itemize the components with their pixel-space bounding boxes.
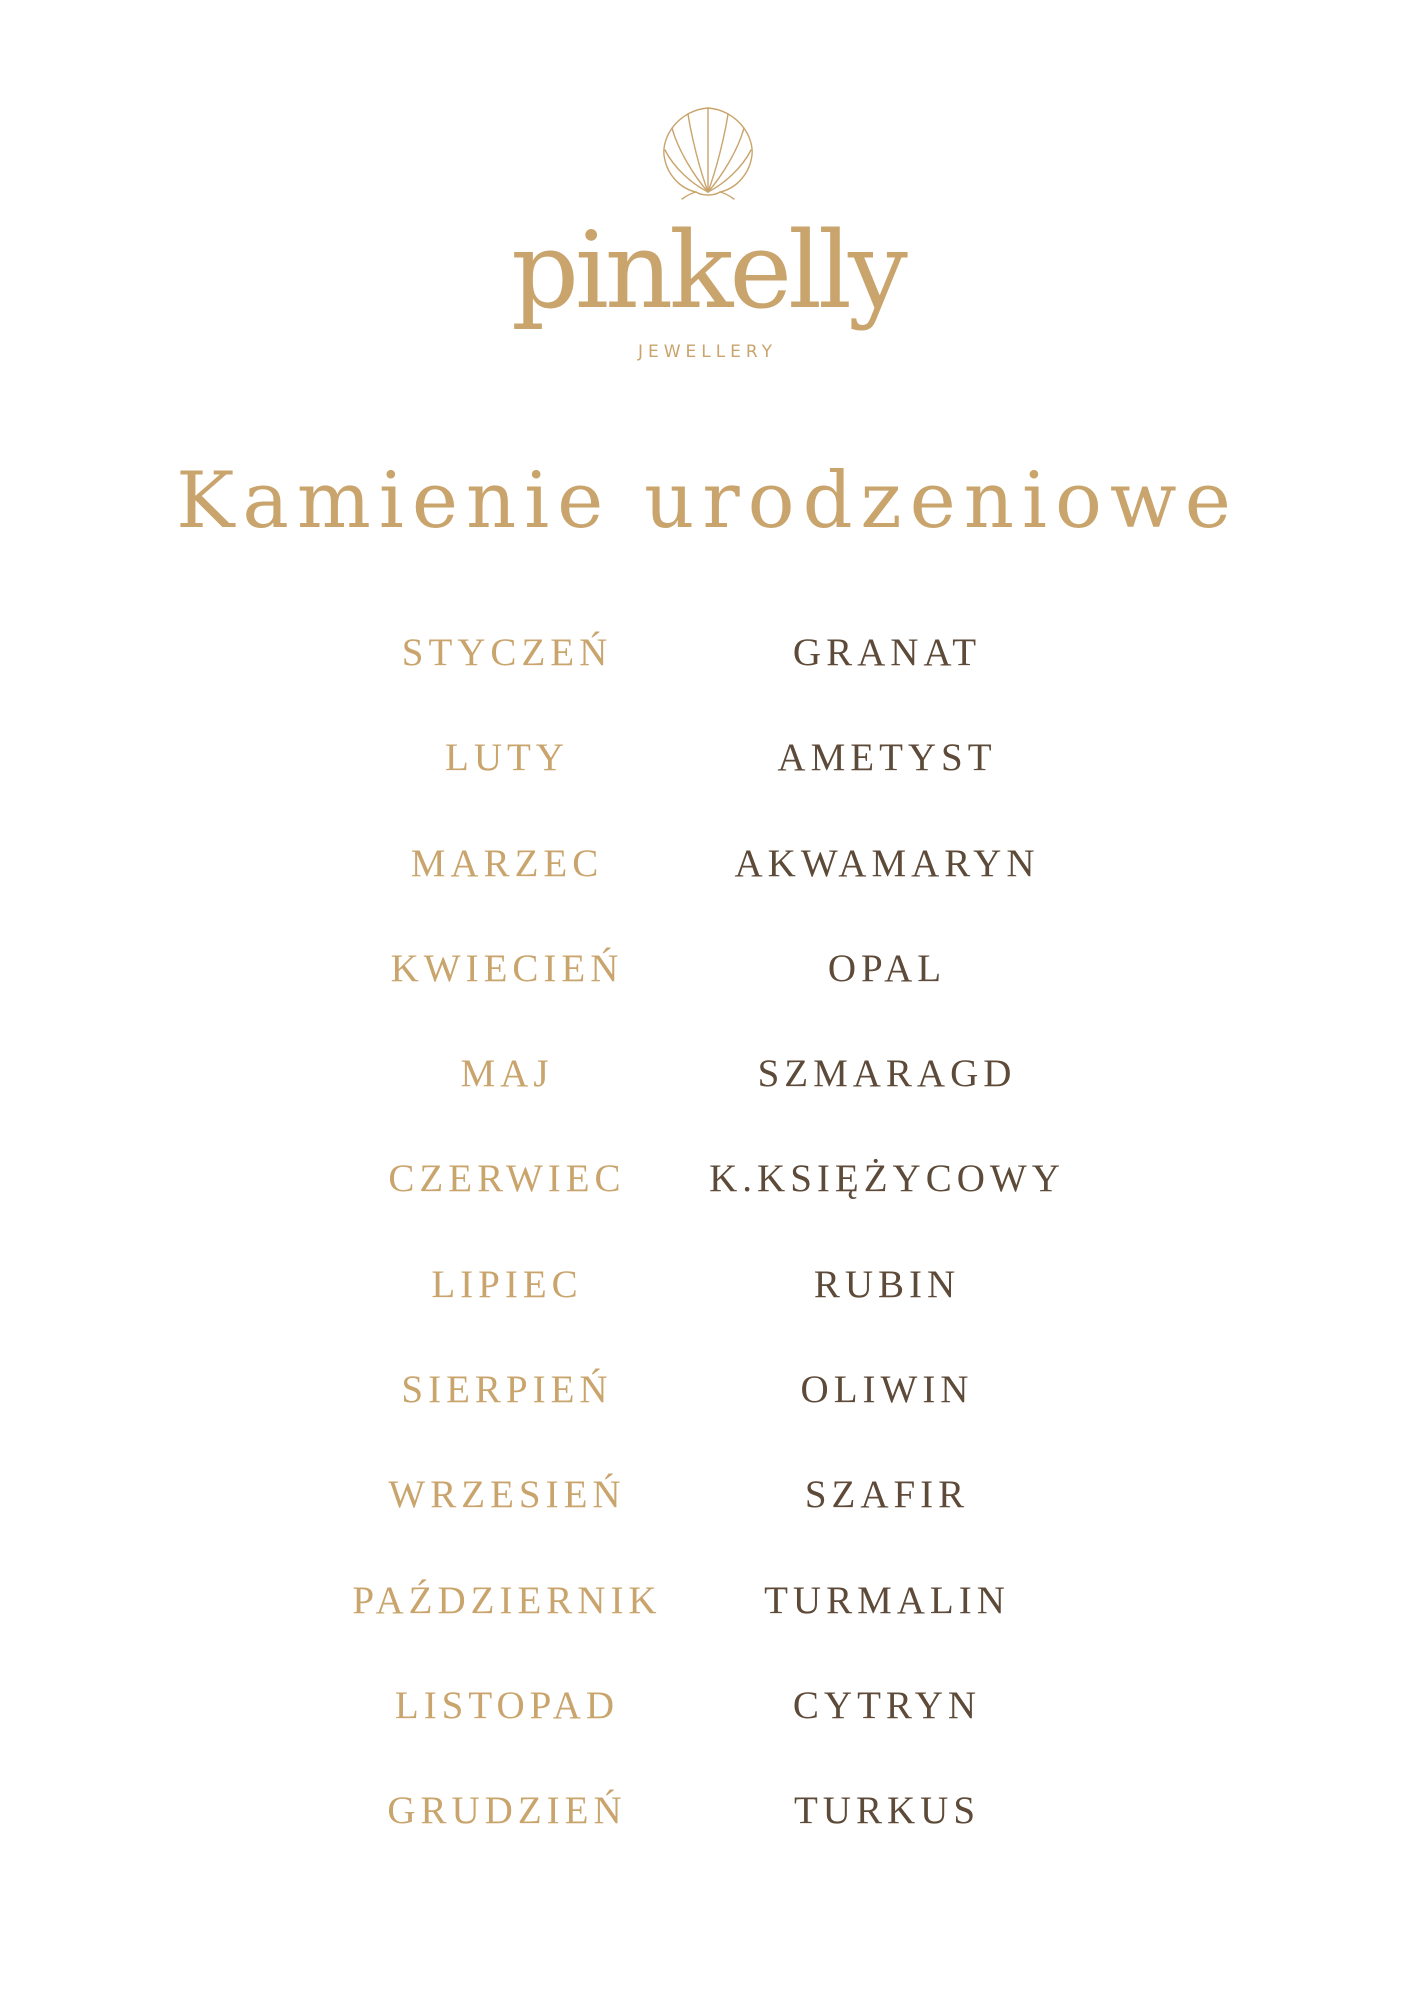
table-row bbox=[0, 1247, 1415, 1352]
stone-label: OPAL bbox=[827, 946, 947, 990]
month-label: LISTOPAD bbox=[394, 1683, 620, 1727]
stone-label: SZAFIR bbox=[804, 1473, 970, 1517]
birthstone-table bbox=[0, 615, 1415, 1879]
table-row bbox=[0, 615, 1415, 720]
month-label: SIERPIEŃ bbox=[401, 1368, 613, 1412]
month-label: PAŹDZIERNIK bbox=[352, 1578, 662, 1622]
table-row bbox=[0, 1036, 1415, 1141]
table-row bbox=[0, 1773, 1415, 1878]
page-title: Kamienie urodzeniowe bbox=[176, 456, 1239, 546]
stone-label: TURMALIN bbox=[764, 1578, 1010, 1622]
stone-label: RUBIN bbox=[813, 1262, 961, 1306]
stone-label: GRANAT bbox=[792, 631, 982, 674]
stone-label: TURKUS bbox=[793, 1789, 981, 1833]
table-row bbox=[0, 1352, 1415, 1457]
table-row bbox=[0, 1668, 1415, 1773]
month-label: LIPIEC bbox=[431, 1262, 583, 1306]
brand-logo bbox=[0, 100, 1415, 362]
stone-label: CYTRYN bbox=[792, 1683, 982, 1727]
month-label: MARZEC bbox=[410, 841, 604, 885]
table-row bbox=[0, 1563, 1415, 1668]
brand-subtitle: JEWELLERY bbox=[637, 342, 778, 362]
month-label: MAJ bbox=[460, 1052, 554, 1096]
stone-label: AMETYST bbox=[777, 736, 997, 780]
stone-label: K.KSIĘŻYCOWY bbox=[709, 1157, 1065, 1201]
shell-icon bbox=[658, 100, 758, 200]
month-label: WRZESIEŃ bbox=[388, 1473, 626, 1517]
table-row bbox=[0, 1141, 1415, 1246]
month-label: KWIECIEŃ bbox=[390, 946, 624, 990]
table-row bbox=[0, 931, 1415, 1036]
stone-label: AKWAMARYN bbox=[734, 841, 1040, 885]
table-row bbox=[0, 826, 1415, 931]
stone-label: OLIWIN bbox=[800, 1368, 974, 1412]
table-row bbox=[0, 720, 1415, 825]
month-label: GRUDZIEŃ bbox=[387, 1789, 627, 1833]
stone-label: SZMARAGD bbox=[757, 1052, 1017, 1096]
month-label: CZERWIEC bbox=[388, 1157, 626, 1201]
brand-name: pinkelly bbox=[511, 209, 904, 332]
month-label: STYCZEŃ bbox=[401, 631, 613, 674]
table-row bbox=[0, 1457, 1415, 1562]
month-label: LUTY bbox=[445, 736, 569, 780]
